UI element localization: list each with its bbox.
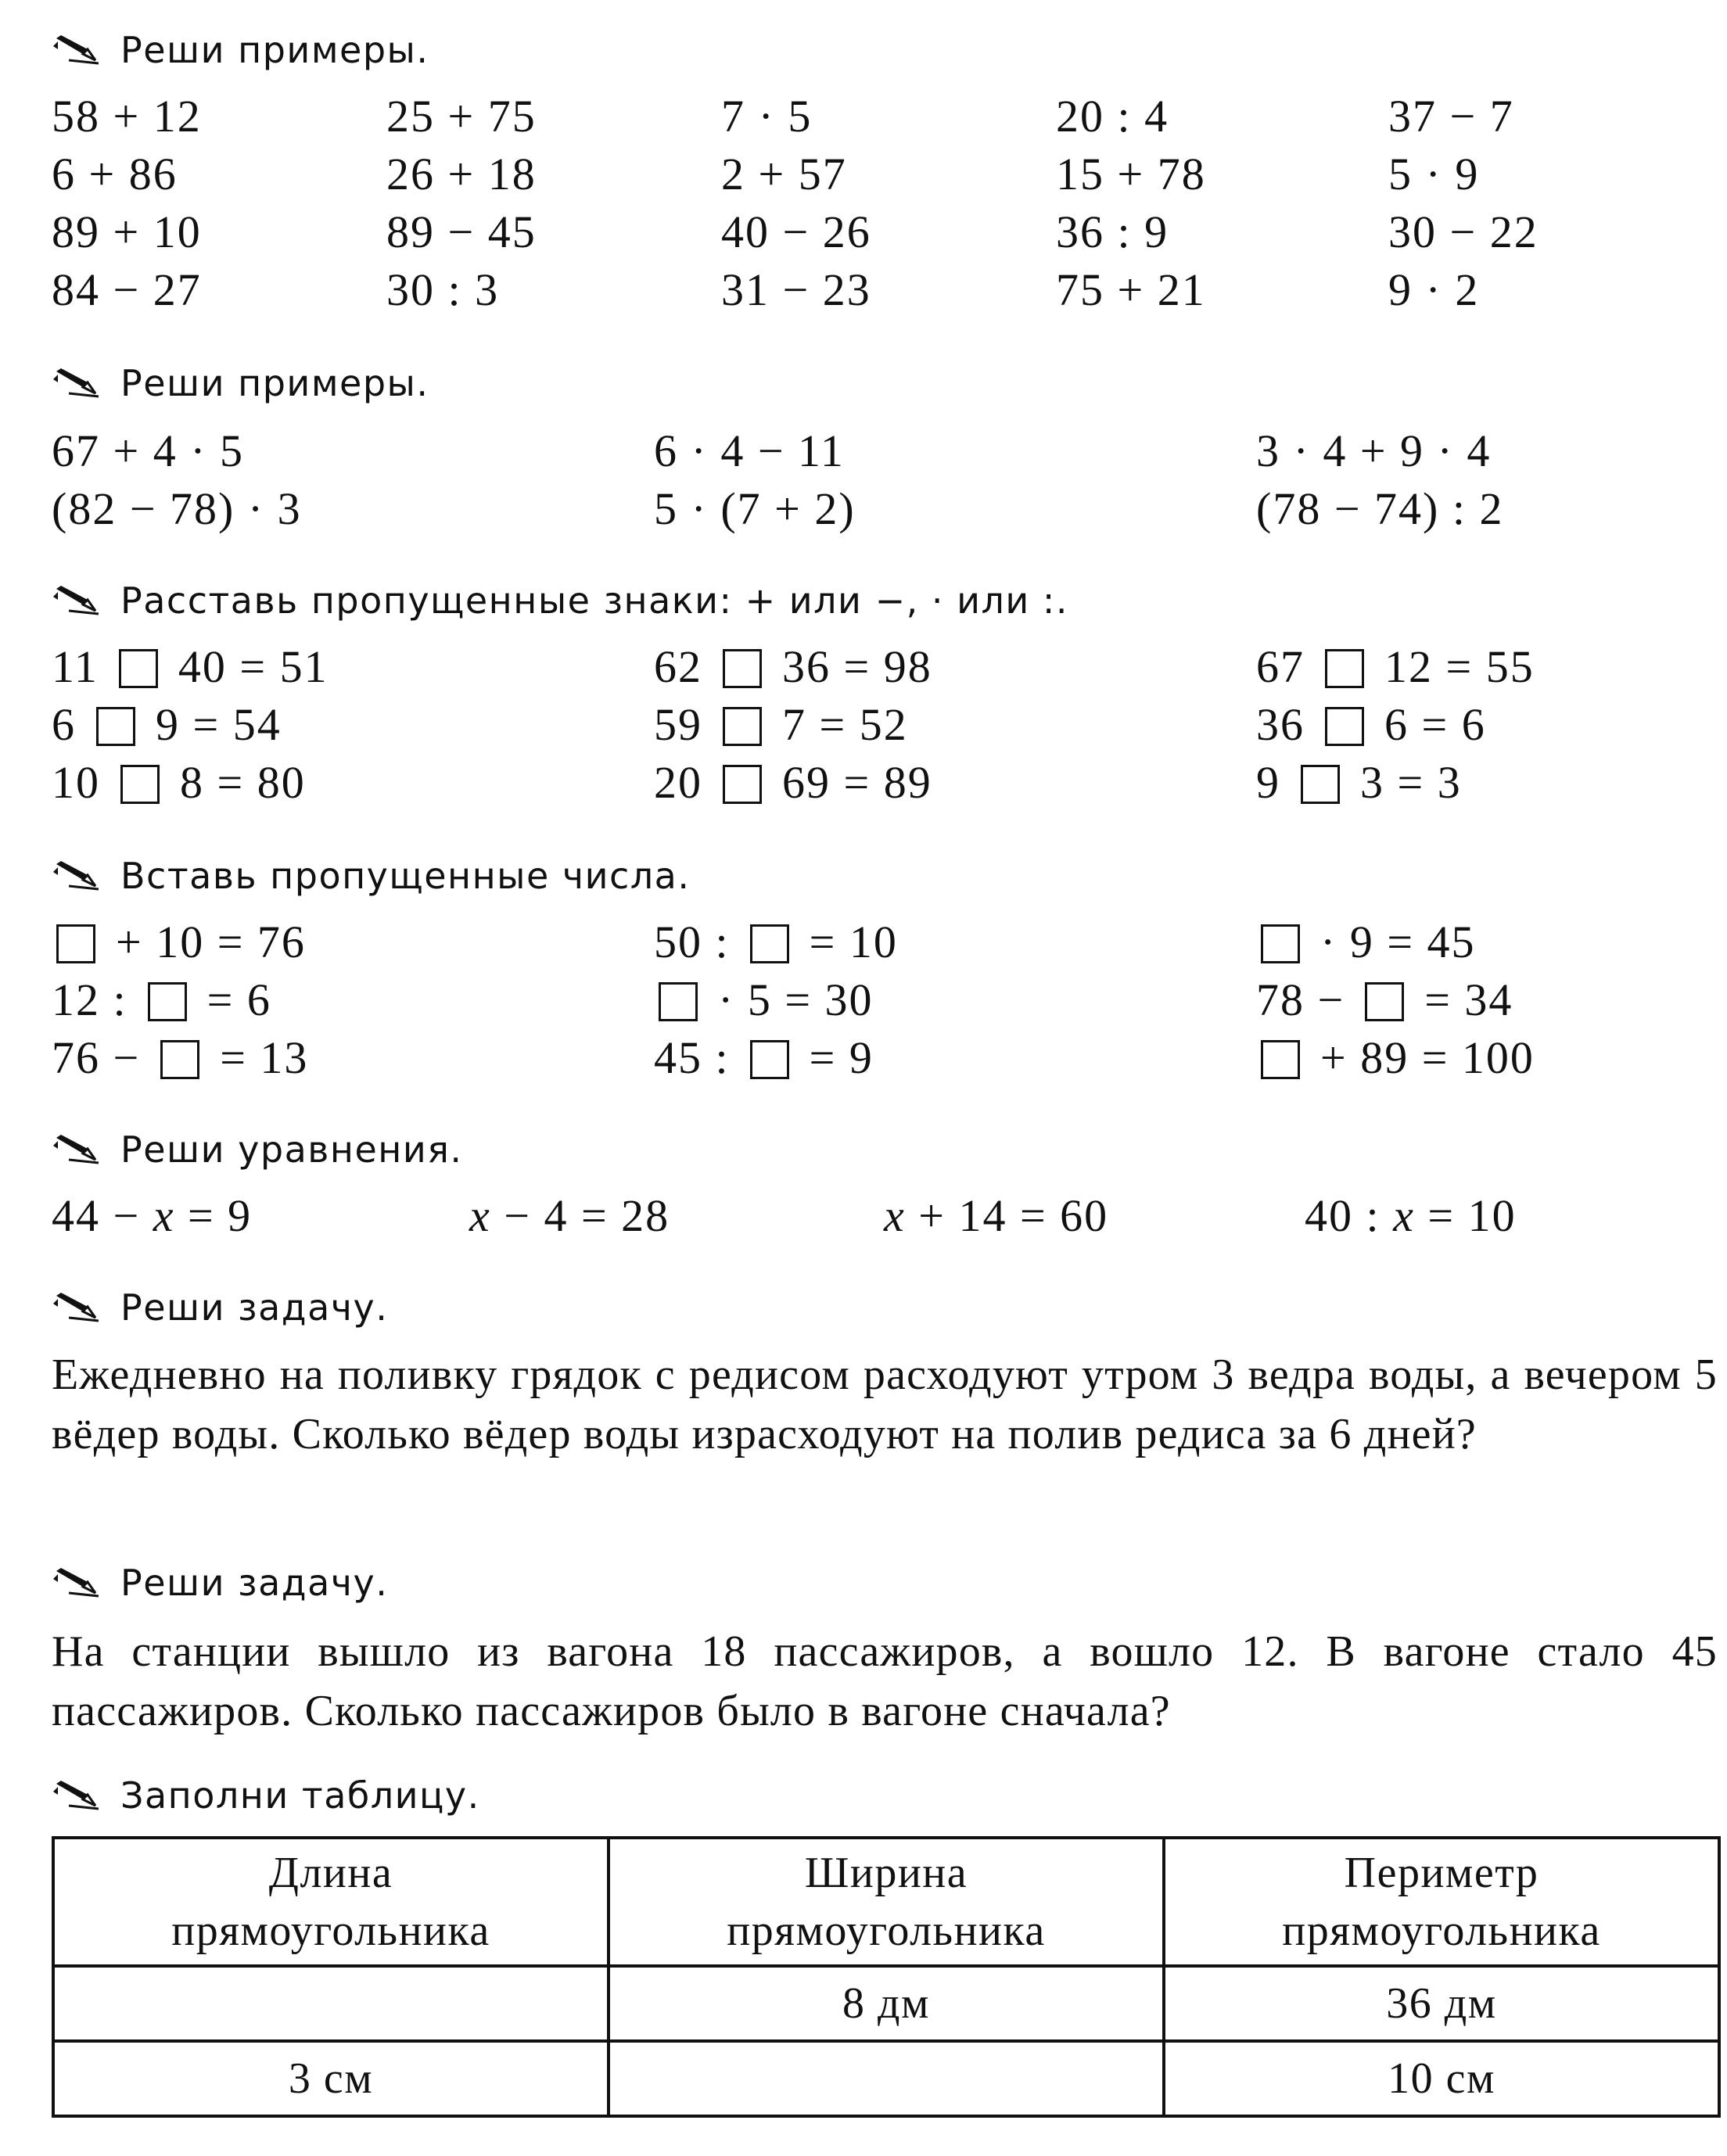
table-header-row	[53, 1838, 1719, 1966]
pencil-icon	[52, 859, 100, 892]
expression: 3 · 4 + 9 · 4	[1256, 425, 1492, 476]
pencil-icon	[52, 1779, 100, 1812]
table-cell-blank[interactable]	[609, 2041, 1164, 2116]
expression: 67 + 4 · 5	[52, 425, 245, 476]
expression: 84 − 27	[52, 264, 202, 315]
expression: 5 · (7 + 2)	[654, 483, 856, 534]
section-header	[52, 1770, 480, 1821]
pencil-icon	[52, 34, 100, 66]
task-text: Ежедневно на поливку грядок с редисом расходуют утром 3 ведра воды, а вечером 5 вёдер воды. Сколько вёдер воды израсходуют на полив редиса за 6 дней?	[52, 1351, 1718, 1458]
answer-box[interactable]	[723, 649, 762, 688]
sign-expression: 67 12 = 55	[1256, 641, 1535, 692]
answer-box[interactable]	[56, 924, 95, 963]
expression: (78 − 74) : 2	[1256, 483, 1504, 534]
section-title: Реши примеры.	[120, 29, 429, 71]
answer-box[interactable]	[160, 1040, 199, 1079]
answer-box[interactable]	[750, 1040, 789, 1079]
missing-number-expression: 50 : = 10	[654, 917, 898, 967]
sign-expression: 6 9 = 54	[52, 699, 282, 750]
expression: 25 + 75	[386, 91, 537, 142]
sign-expression: 59 7 = 52	[654, 699, 908, 750]
equation: 44 − x = 9	[52, 1190, 253, 1241]
expression: 6 + 86	[52, 149, 178, 199]
table-row	[53, 2041, 1719, 2116]
answer-box[interactable]	[96, 707, 135, 746]
pencil-icon	[52, 1566, 100, 1599]
missing-number-expression: · 5 = 30	[654, 971, 874, 1029]
expression: 20 : 4	[1056, 91, 1169, 142]
section-header	[52, 576, 1068, 626]
pencil-icon	[52, 584, 100, 617]
section-header	[52, 851, 691, 901]
expression: 2 + 57	[721, 149, 847, 199]
section-title: Заполни таблицу.	[120, 1774, 480, 1817]
pencil-icon	[52, 1291, 100, 1324]
answer-box[interactable]	[1261, 924, 1300, 963]
expression: 30 : 3	[386, 264, 500, 315]
answer-box[interactable]	[120, 765, 160, 804]
section-header	[52, 1558, 388, 1608]
expression: 40 − 26	[721, 206, 871, 257]
table-row	[53, 1966, 1719, 2041]
expression: 7 · 5	[721, 91, 813, 142]
expression: 5 · 9	[1388, 149, 1480, 199]
expression: 30 − 22	[1388, 206, 1539, 257]
answer-box[interactable]	[659, 982, 698, 1021]
answer-box[interactable]	[723, 707, 762, 746]
table-cell-blank[interactable]	[53, 1966, 609, 2041]
section-header	[52, 1282, 388, 1333]
sign-expression: 10 8 = 80	[52, 757, 306, 808]
expression: 89 + 10	[52, 206, 202, 257]
section-header	[52, 25, 429, 75]
sign-expression: 9 3 = 3	[1256, 757, 1462, 808]
expression: 31 − 23	[721, 264, 871, 315]
missing-number-expression: + 89 = 100	[1256, 1029, 1535, 1087]
section-title: Вставь пропущенные числа.	[120, 855, 691, 897]
answer-box[interactable]	[1301, 765, 1340, 804]
answer-box[interactable]	[119, 649, 158, 688]
table-cell: 36 дм	[1164, 1966, 1719, 2041]
missing-number-expression: 12 : = 6	[52, 974, 271, 1025]
answer-box[interactable]	[723, 765, 762, 804]
section-title: Реши уравнения.	[120, 1128, 463, 1171]
table-cell: 3 см	[53, 2041, 609, 2116]
equation: x + 14 = 60	[884, 1190, 1109, 1241]
expression: (82 − 78) · 3	[52, 483, 302, 534]
pencil-icon	[52, 1133, 100, 1166]
sign-expression: 62 36 = 98	[654, 641, 932, 692]
answer-box[interactable]	[1365, 982, 1404, 1021]
expression: 26 + 18	[386, 149, 537, 199]
answer-box[interactable]	[148, 982, 187, 1021]
section-header	[52, 1125, 463, 1175]
expression: 36 : 9	[1056, 206, 1169, 257]
pencil-icon	[52, 367, 100, 400]
answer-box[interactable]	[1325, 649, 1364, 688]
missing-number-expression: + 10 = 76	[52, 913, 306, 971]
expression: 89 − 45	[386, 206, 537, 257]
sign-expression: 11 40 = 51	[52, 641, 329, 692]
table-header-cell: Ширина прямоугольника	[609, 1838, 1164, 1966]
section-title: Реши задачу.	[120, 1562, 389, 1604]
equation: 40 : x = 10	[1305, 1190, 1517, 1241]
table-header-cell: Периметр прямоугольника	[1164, 1838, 1719, 1966]
missing-number-expression: 45 : = 9	[654, 1032, 874, 1083]
table-cell: 10 см	[1164, 2041, 1719, 2116]
section-title: Расставь пропущенные знаки: + или −, · или :.	[120, 579, 1069, 622]
answer-box[interactable]	[1325, 707, 1364, 746]
section-title: Реши задачу.	[120, 1286, 389, 1329]
expression: 9 · 2	[1388, 264, 1480, 315]
sign-expression: 20 69 = 89	[654, 757, 932, 808]
missing-number-expression: · 9 = 45	[1256, 913, 1476, 971]
equation: x − 4 = 28	[469, 1190, 670, 1241]
answer-box[interactable]	[1261, 1040, 1300, 1079]
answer-box[interactable]	[750, 924, 789, 963]
section-title: Реши примеры.	[120, 362, 429, 404]
sign-expression: 36 6 = 6	[1256, 699, 1486, 750]
expression: 58 + 12	[52, 91, 202, 142]
rectangle-table	[52, 1836, 1721, 2118]
missing-number-expression: 78 − = 34	[1256, 974, 1513, 1025]
task-text: На станции вышло из вагона 18 пассажиров, а вошло 12. В вагоне стало 45 пассажиров. Сколько пассажиров было в вагоне сначала?	[52, 1627, 1718, 1735]
table-cell: 8 дм	[609, 1966, 1164, 2041]
missing-number-expression: 76 − = 13	[52, 1032, 309, 1083]
table-header-cell: Длина прямоугольника	[53, 1838, 609, 1966]
expression: 15 + 78	[1056, 149, 1206, 199]
section-header	[52, 358, 429, 408]
expression: 75 + 21	[1056, 264, 1206, 315]
expression: 37 − 7	[1388, 91, 1514, 142]
expression: 6 · 4 − 11	[654, 425, 845, 476]
